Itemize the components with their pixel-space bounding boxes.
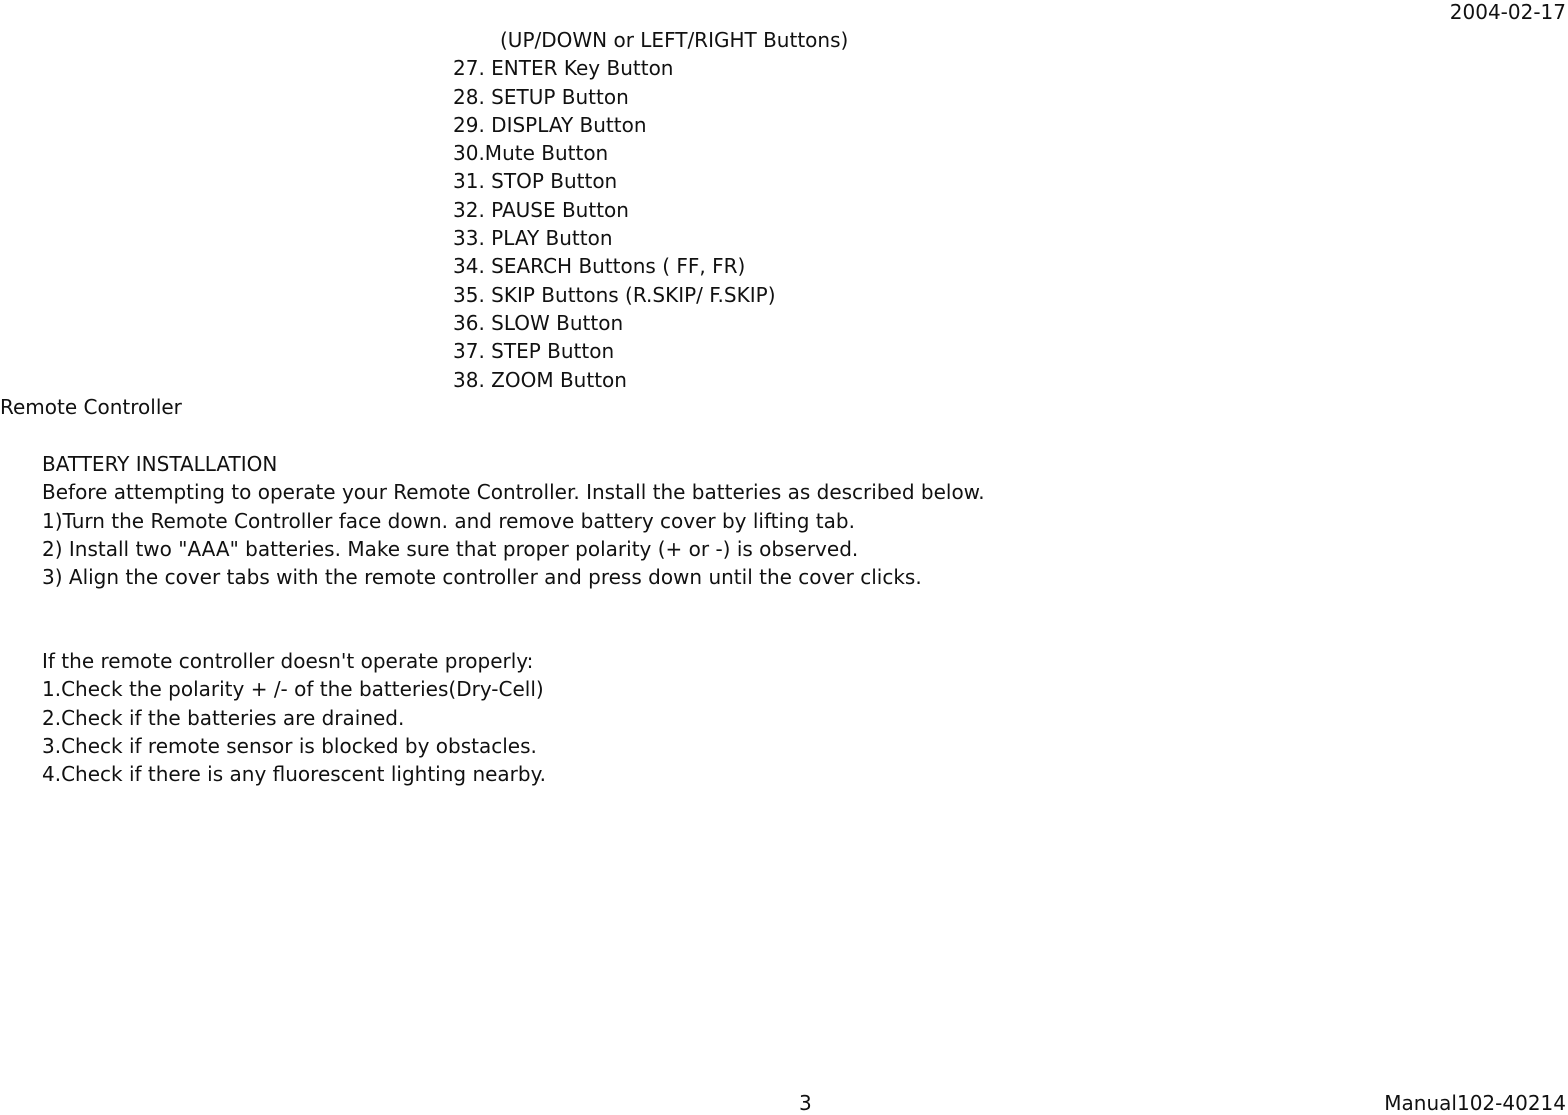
battery-installation-section <box>42 450 985 591</box>
troubleshooting-line: 1.Check the polarity + /- of the batteries(Dry-Cell) <box>42 677 544 702</box>
section-title: Remote Controller <box>0 395 182 419</box>
list-item: 34. SEARCH Buttons ( FF, FR) <box>453 254 746 279</box>
page-date: 2004-02-17 <box>1449 0 1566 24</box>
battery-line: 1)Turn the Remote Controller face down. and remove battery cover by lifting tab. <box>42 508 855 533</box>
troubleshooting-line: 2.Check if the batteries are drained. <box>42 705 405 730</box>
troubleshooting-heading: If the remote controller doesn't operate properly: <box>42 649 534 673</box>
list-item: 27. ENTER Key Button <box>453 56 674 81</box>
battery-line: 3) Align the cover tabs with the remote controller and press down until the cover clicks. <box>42 565 922 590</box>
troubleshooting-line: 3.Check if remote sensor is blocked by obstacles. <box>42 733 537 758</box>
list-item: 29. DISPLAY Button <box>453 112 647 137</box>
troubleshooting-section <box>42 647 546 788</box>
list-item: 36. SLOW Button <box>453 310 624 335</box>
remote-button-list <box>453 26 848 394</box>
list-item: 38. ZOOM Button <box>453 367 627 392</box>
document-code: Manual102-40214 <box>1384 1091 1566 1115</box>
page-number: 3 <box>799 1091 812 1115</box>
troubleshooting-line: 4.Check if there is any fluorescent lighting nearby. <box>42 762 546 787</box>
list-item: 31. STOP Button <box>453 169 618 194</box>
list-item: 32. PAUSE Button <box>453 197 629 222</box>
battery-heading: BATTERY INSTALLATION <box>42 452 278 476</box>
list-item: 28. SETUP Button <box>453 84 629 109</box>
list-item: 30.Mute Button <box>453 141 609 166</box>
list-item: 35. SKIP Buttons (R.SKIP/ F.SKIP) <box>453 282 776 307</box>
battery-line: Before attempting to operate your Remote Controller. Install the batteries as described below. <box>42 480 985 505</box>
battery-line: 2) Install two "AAA" batteries. Make sure that proper polarity (+ or -) is observed. <box>42 536 859 561</box>
list-item: 33. PLAY Button <box>453 226 613 251</box>
list-item: 37. STEP Button <box>453 339 615 364</box>
list-item: (UP/DOWN or LEFT/RIGHT Buttons) <box>500 28 849 52</box>
